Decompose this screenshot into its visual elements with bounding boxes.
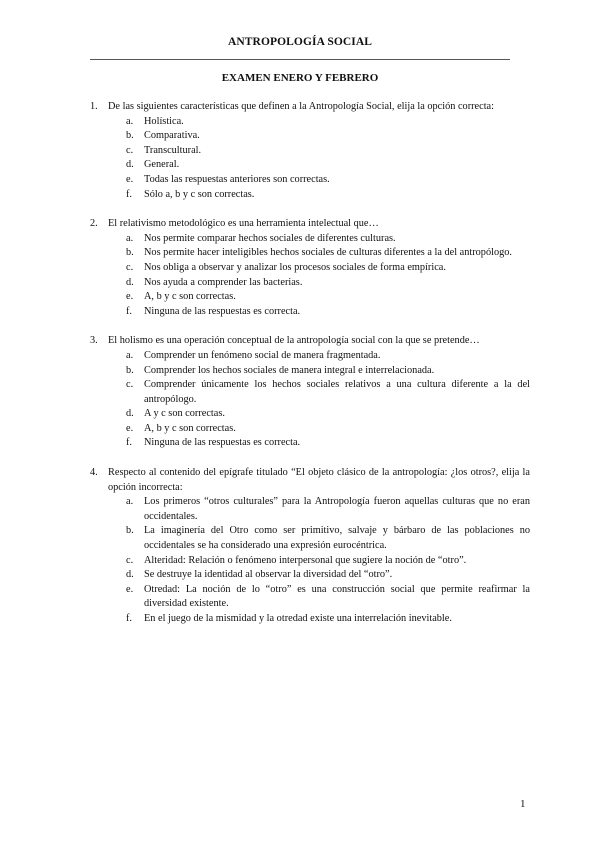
- option-text: Sólo a, b y c son correctas.: [144, 188, 255, 200]
- option-text: Los primeros “otros culturales” para la Antropología fueron aquellas culturas que no eran occidentales.: [144, 496, 530, 522]
- option-letter: c.: [126, 554, 134, 566]
- option-text: Comprender un fenómeno social de manera fragmentada.: [144, 349, 381, 361]
- exam-title: EXAMEN ENERO Y FEBRERO: [221, 72, 379, 84]
- option-c: [90, 144, 530, 159]
- option-e: [90, 290, 530, 305]
- header-title: ANTROPOLOGÍA SOCIAL: [227, 36, 373, 48]
- option-text: Holística.: [144, 115, 184, 127]
- option-letter: d.: [126, 276, 134, 288]
- option-e: [90, 583, 530, 612]
- option-text: Nos permite hacer inteligibles hechos sociales de culturas diferentes a la del antropólogo.: [144, 247, 512, 259]
- option-c: [90, 261, 530, 276]
- option-letter: c.: [126, 144, 134, 156]
- question-stem: [90, 466, 530, 495]
- option-letter: a.: [126, 232, 134, 244]
- option-text: Nos permite comparar hechos sociales de diferentes culturas.: [144, 232, 396, 244]
- question-list: [90, 100, 530, 642]
- question-number: 2.: [90, 218, 98, 230]
- option-a: [90, 349, 530, 364]
- option-b: [90, 524, 530, 553]
- question-text: El relativismo metodológico es una herramienta intelectual que…: [108, 218, 379, 230]
- header-divider: [90, 59, 510, 60]
- question-stem: [90, 217, 530, 232]
- option-text: Nos obliga a observar y analizar los procesos sociales de forma empírica.: [144, 261, 446, 273]
- option-letter: b.: [126, 364, 134, 376]
- option-text: Comparativa.: [144, 130, 200, 142]
- question-text: De las siguientes características que definen a la Antropología Social, elija la opción correcta:: [108, 101, 494, 112]
- option-text: Se destruye la identidad al observar la diversidad del “otro”.: [144, 569, 393, 581]
- option-letter: e.: [126, 291, 134, 303]
- question-text: Respecto al contenido del epígrafe titulado “El objeto clásico de la antropología: ¿los otros?, elija la opción incorrecta:: [108, 467, 530, 493]
- option-text: A, b y c son correctas.: [144, 422, 236, 434]
- question-4: [90, 466, 530, 627]
- option-letter: c.: [126, 379, 134, 391]
- question-text: El holismo es una operación conceptual de la antropología social con la que se pretende…: [108, 335, 480, 347]
- option-a: [90, 115, 530, 130]
- question-1: [90, 100, 530, 202]
- option-d: [90, 158, 530, 173]
- option-letter: e.: [126, 583, 134, 595]
- option-a: [90, 495, 530, 524]
- option-c: [90, 554, 530, 569]
- option-f: [90, 436, 530, 451]
- option-letter: f.: [126, 437, 133, 449]
- option-b: [90, 364, 530, 379]
- option-d: [90, 276, 530, 291]
- option-letter: f.: [126, 305, 133, 317]
- option-letter: e.: [126, 173, 134, 185]
- option-text: A y c son correctas.: [144, 408, 225, 420]
- option-d: [90, 568, 530, 583]
- question-stem: [90, 334, 530, 349]
- option-letter: d.: [126, 408, 134, 420]
- option-b: [90, 129, 530, 144]
- option-text: La imaginería del Otro como ser primitivo, salvaje y bárbaro de las poblaciones no occidentales se ha considerado una expresión eurocéntrica.: [144, 525, 530, 552]
- option-text: En el juego de la mismidad y la otredad existe una interrelación inevitable.: [144, 613, 452, 624]
- question-3: [90, 334, 530, 451]
- option-list: [90, 495, 530, 626]
- option-letter: d.: [126, 159, 134, 171]
- option-text: Ninguna de las respuestas es correcta.: [144, 437, 301, 449]
- option-text: A, b y c son correctas.: [144, 291, 236, 303]
- option-list: [90, 349, 530, 451]
- page-number: 1: [520, 798, 526, 810]
- option-f: [90, 612, 530, 627]
- option-text: Transcultural.: [144, 144, 202, 156]
- option-text: Comprender únicamente los hechos sociales relativos a una cultura diferente a la del antropólogo.: [144, 379, 530, 405]
- option-letter: f.: [126, 188, 133, 200]
- option-letter: a.: [126, 496, 134, 508]
- question-number: 4.: [90, 467, 98, 479]
- option-text: Ninguna de las respuestas es correcta.: [144, 305, 301, 317]
- question-2: [90, 217, 530, 319]
- option-e: [90, 173, 530, 188]
- option-a: [90, 232, 530, 247]
- option-e: [90, 422, 530, 437]
- option-letter: b.: [126, 130, 134, 142]
- option-letter: d.: [126, 569, 134, 581]
- option-letter: f.: [126, 613, 133, 624]
- option-f: [90, 188, 530, 203]
- option-letter: a.: [126, 115, 134, 127]
- option-d: [90, 407, 530, 422]
- option-text: Otredad: La noción de lo “otro” es una construcción social que permite reafirmar la diversidad existente.: [144, 583, 530, 610]
- option-b: [90, 246, 530, 261]
- option-text: General.: [144, 159, 180, 171]
- option-letter: a.: [126, 349, 134, 361]
- option-text: Comprender los hechos sociales de manera integral e interrelacionada.: [144, 364, 435, 376]
- option-f: [90, 305, 530, 320]
- option-list: [90, 115, 530, 203]
- option-letter: e.: [126, 422, 134, 434]
- option-text: Alteridad: Relación o fenómeno interpersonal que sugiere la noción de “otro”.: [144, 554, 467, 566]
- question-stem: [90, 100, 530, 115]
- option-letter: b.: [126, 525, 134, 537]
- option-letter: b.: [126, 247, 134, 259]
- option-letter: c.: [126, 261, 134, 273]
- question-number: 1.: [90, 101, 98, 112]
- option-list: [90, 232, 530, 320]
- question-number: 3.: [90, 335, 98, 347]
- option-text: Nos ayuda a comprender las bacterias.: [144, 276, 303, 288]
- option-text: Todas las respuestas anteriores son correctas.: [144, 173, 330, 185]
- option-c: [90, 378, 530, 407]
